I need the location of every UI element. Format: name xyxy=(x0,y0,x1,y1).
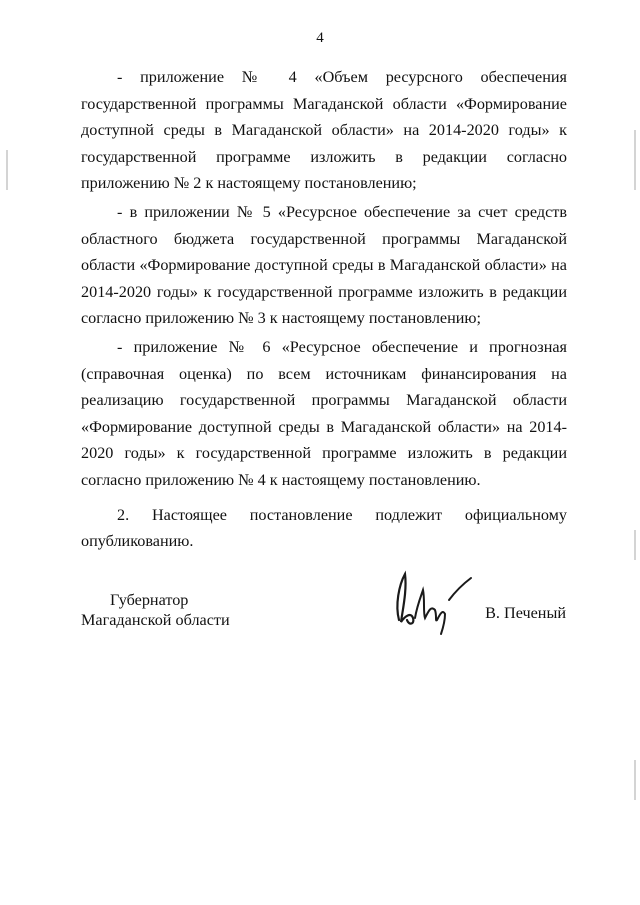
scan-edge-mark xyxy=(634,530,636,560)
signatory-region: Магаданской области xyxy=(81,611,230,629)
signatory-position: Губернатор xyxy=(110,591,189,609)
signatory-title xyxy=(81,590,230,630)
handwritten-signature xyxy=(385,560,485,640)
paragraph-appendix-4: - приложение № 4 «Объем ресурсного обеспечения государственной программы Магаданской области «Формирование доступной среды в Магаданской области» на 2014-2020 годы» к государственной программе изложить в редакции согласно приложению № 2 к настоящему постановлению; xyxy=(81,68,567,193)
paragraph-publication: 2. Настоящее постановление подлежит официальному опубликованию. xyxy=(81,505,567,551)
scan-edge-mark xyxy=(634,760,636,800)
document-body xyxy=(81,64,567,557)
page-number: 4 xyxy=(316,30,324,46)
paragraph-appendix-6: - приложение № 6 «Ресурсное обеспечение и прогнозная (справочная оценка) по всем источникам финансирования на реализацию государственной программы Магаданской области «Формирование доступной среды в Магаданской области» на 2014-2020 годы» к государственной программе изложить в редакции согласно приложению № 4 к настоящему постановлению. xyxy=(81,337,567,489)
scan-edge-mark xyxy=(634,130,636,190)
signatory-name: В. Печеный xyxy=(485,604,566,622)
paragraph-appendix-5: - в приложении № 5 «Ресурсное обеспечение за счет средств областного бюджета государственной программы Магаданской области «Формирование доступной среды в Магаданской области» на 2014-2020 годы» к государственной программе изложить в редакции согласно приложению № 3 к настоящему постановлению; xyxy=(81,202,567,328)
scan-edge-mark xyxy=(6,150,8,190)
